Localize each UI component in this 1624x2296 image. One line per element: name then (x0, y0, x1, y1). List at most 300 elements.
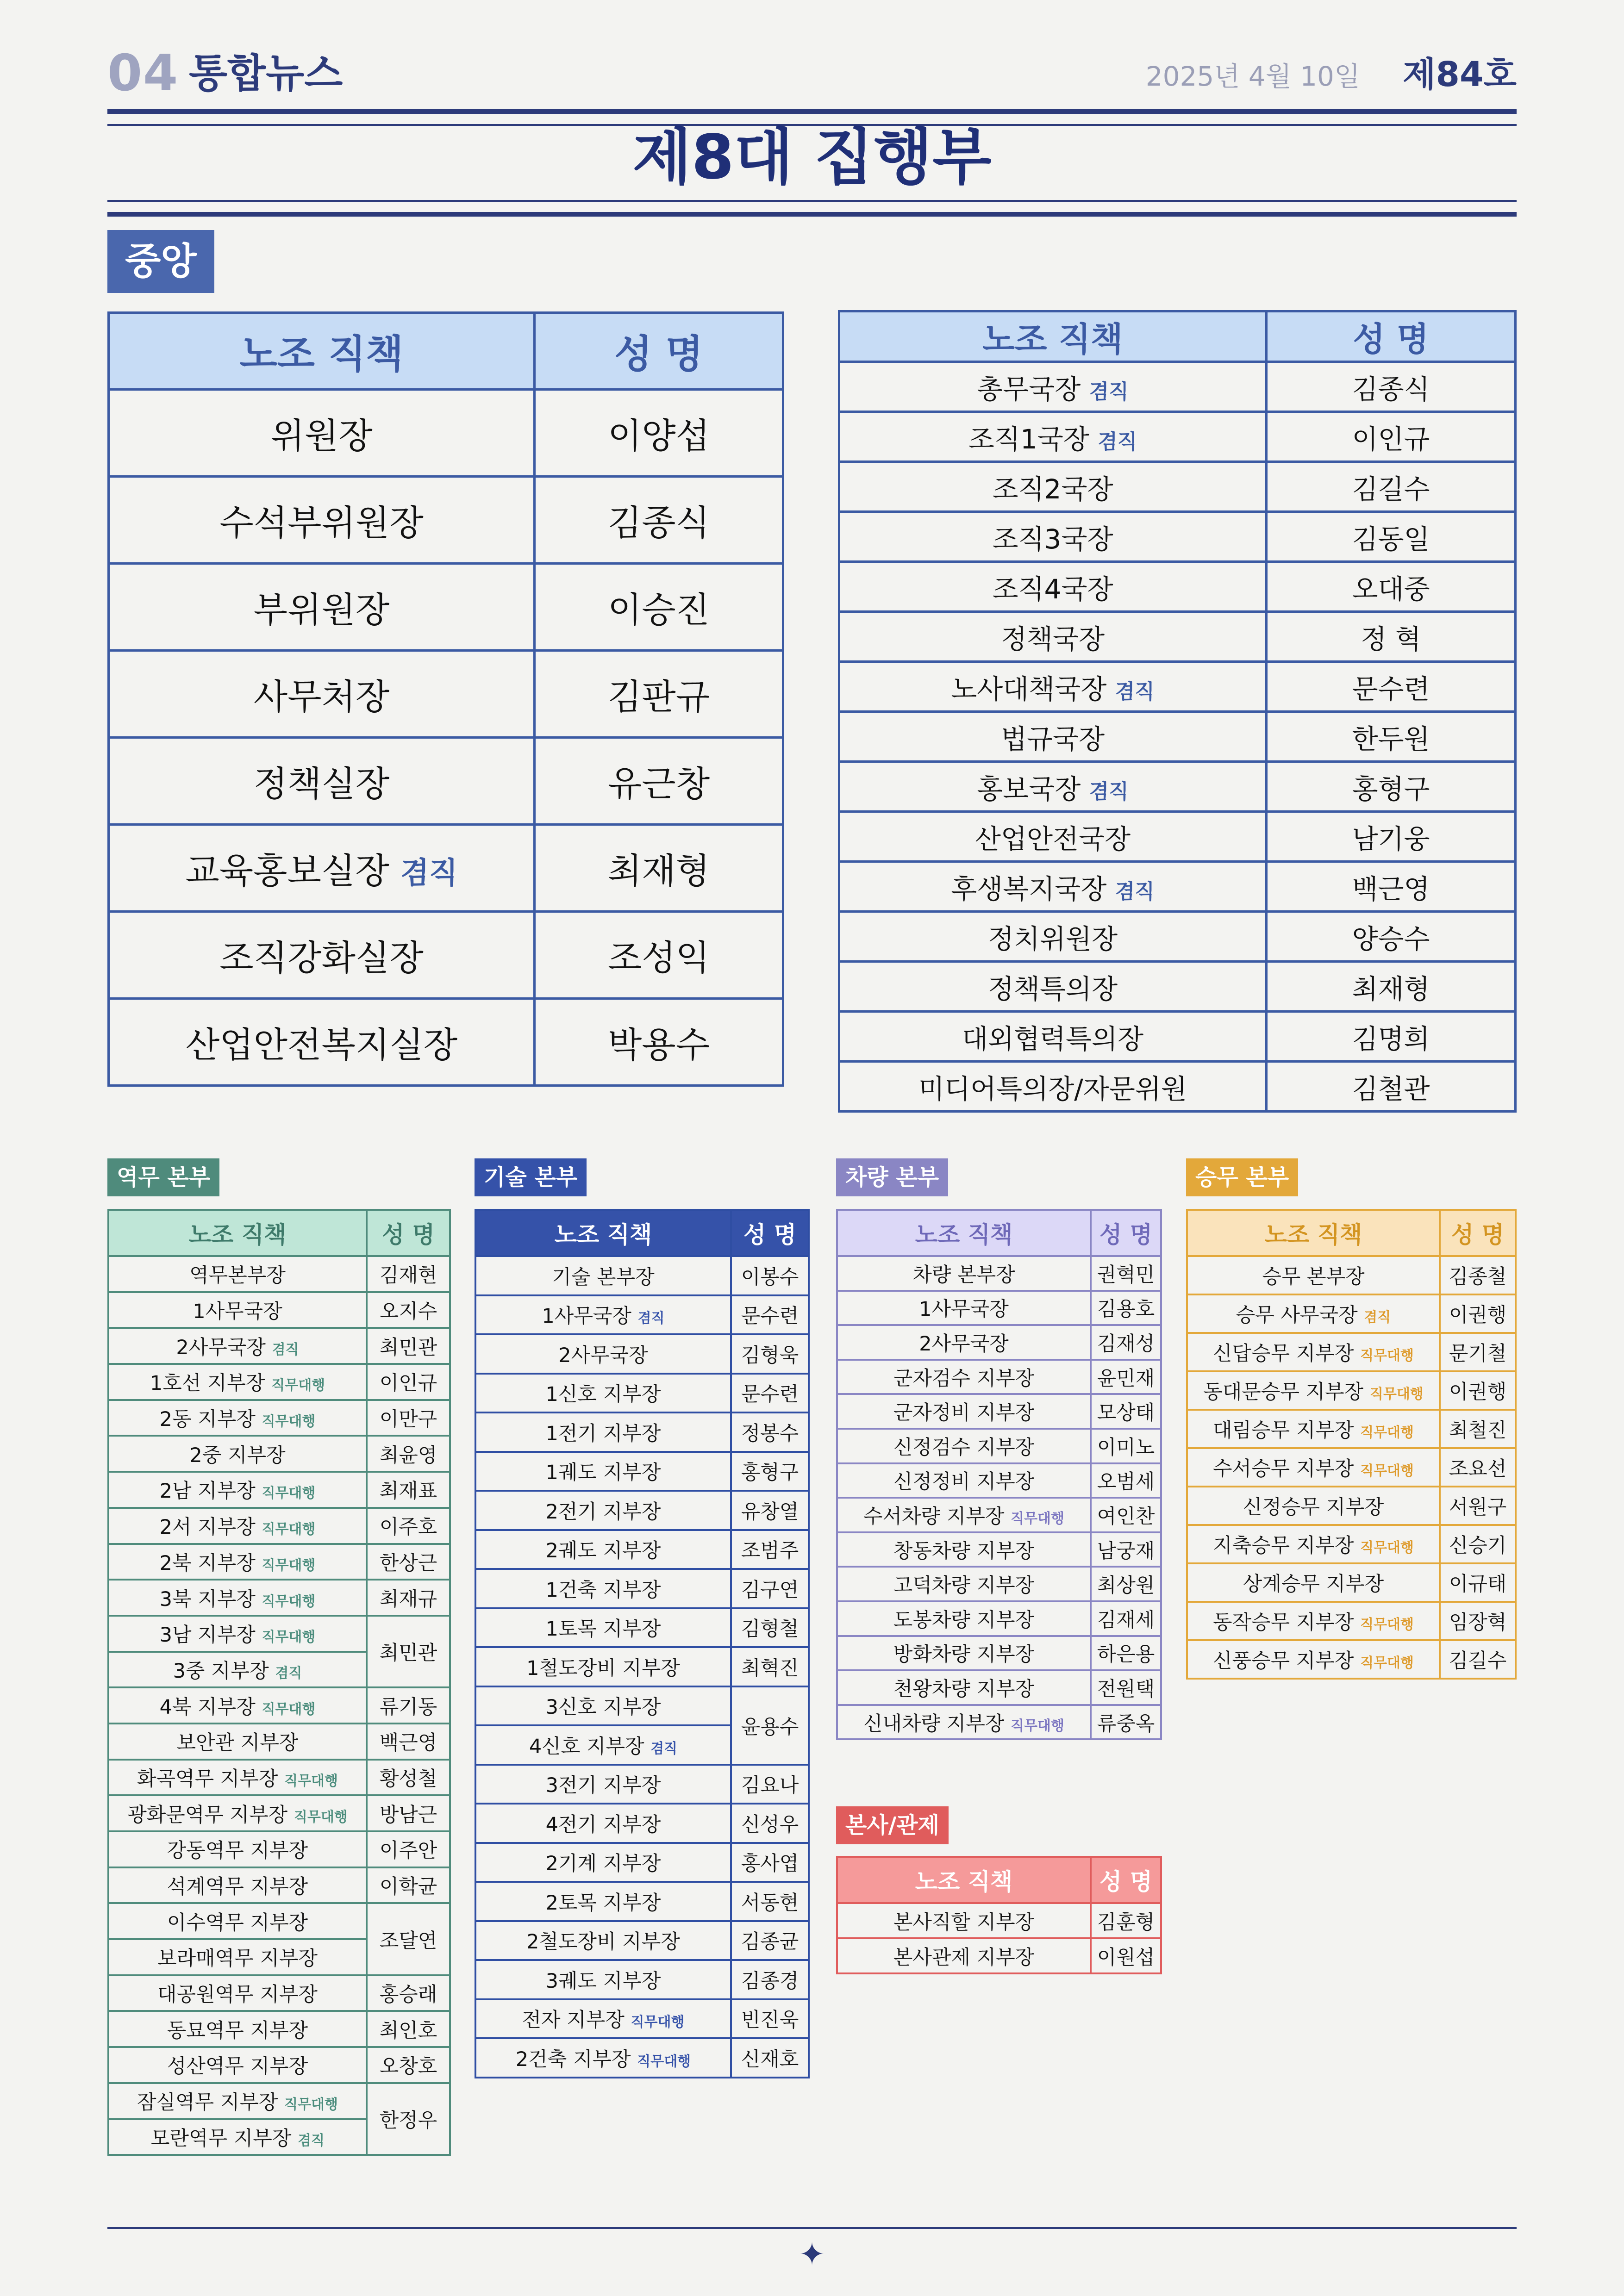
name-cell: 이미노 (1091, 1429, 1161, 1463)
role-cell (475, 1999, 731, 2039)
role-text: 보안관 지부장 (176, 1731, 299, 1755)
role-text: 위원장 (270, 415, 373, 456)
role-cell (837, 1567, 1091, 1601)
vehicle-table (836, 1209, 1162, 1740)
role-cell (839, 862, 1267, 912)
table-row (839, 812, 1516, 862)
table-row (108, 2047, 450, 2083)
name-cell: 김종식 (1267, 362, 1516, 412)
role-cell (475, 1960, 731, 1999)
name-cell: 문수련 (731, 1374, 809, 1413)
role-text: 역무본부장 (189, 1264, 286, 1288)
role-cell (475, 1530, 731, 1569)
role-cell (475, 1295, 731, 1335)
table-row (837, 1498, 1161, 1532)
table-row (839, 562, 1516, 612)
role-note-badge: 직무대행 (262, 1413, 316, 1430)
role-text: 2북 지부장 (159, 1551, 256, 1575)
role-cell (475, 1452, 731, 1491)
name-cell: 하은용 (1091, 1636, 1161, 1671)
name-cell: 방남근 (367, 1795, 450, 1831)
role-note-badge: 직무대행 (1011, 1717, 1065, 1734)
role-text: 대림승무 지부장 (1212, 1419, 1354, 1442)
role-text: 수서차량 지부장 (863, 1505, 1005, 1528)
table-row (839, 512, 1516, 562)
table-row (108, 2011, 450, 2047)
role-text: 고덕차량 지부장 (893, 1574, 1035, 1598)
table-row (1187, 1333, 1516, 1371)
table-row (475, 1256, 809, 1295)
col-header-role: 노조 직책 (108, 1210, 367, 1256)
name-cell: 최재표 (367, 1472, 450, 1508)
role-text: 대공원역무 지부장 (157, 1983, 318, 2007)
name-cell: 홍형구 (1267, 762, 1516, 812)
role-cell (108, 1831, 367, 1867)
table-row (475, 1491, 809, 1530)
table-row (109, 651, 783, 738)
issue-number: 제84호 (1403, 55, 1517, 94)
role-cell (475, 1686, 731, 1726)
role-note-badge: 직무대행 (262, 1521, 316, 1538)
crew-table (1186, 1209, 1517, 1680)
table-row (475, 1921, 809, 1960)
role-cell (108, 1436, 367, 1472)
role-note-badge: 겸직 (1089, 380, 1129, 404)
table-row (109, 912, 783, 999)
role-cell (108, 1652, 367, 1688)
role-cell (839, 662, 1267, 712)
table-row (837, 1463, 1161, 1498)
name-cell: 최상원 (1091, 1567, 1161, 1601)
col-header-role: 노조 직책 (475, 1210, 731, 1256)
table-row (1187, 1487, 1516, 1525)
name-cell: 최철진 (1440, 1410, 1516, 1448)
name-cell: 백근영 (1267, 862, 1516, 912)
table-row (475, 1412, 809, 1452)
central-side-table (838, 310, 1517, 1113)
table-row (1187, 1410, 1516, 1448)
table-row (108, 1400, 450, 1436)
role-text: 4전기 지부장 (545, 1813, 661, 1836)
role-text: 화곡역무 지부장 (137, 1767, 278, 1791)
name-cell: 김재현 (367, 1256, 450, 1292)
role-cell (839, 962, 1267, 1012)
table-row (837, 1903, 1161, 1938)
role-cell (108, 1400, 367, 1436)
role-cell (1187, 1602, 1440, 1640)
name-cell: 이양섭 (535, 390, 783, 477)
role-text: 광화문역무 지부장 (127, 1803, 288, 1827)
role-cell (109, 999, 535, 1086)
role-cell (837, 1601, 1091, 1636)
page-number: 04 (107, 44, 179, 102)
name-cell: 최재형 (1267, 962, 1516, 1012)
name-cell: 홍형구 (731, 1452, 809, 1491)
role-cell (109, 738, 535, 825)
name-cell: 최혁진 (731, 1647, 809, 1686)
name-cell: 이승진 (535, 564, 783, 651)
role-text: 1사무국장 (542, 1305, 631, 1328)
role-cell (108, 1328, 367, 1364)
table-row (108, 1472, 450, 1508)
role-cell (108, 2119, 367, 2155)
role-cell (839, 912, 1267, 962)
role-cell (108, 1903, 367, 1939)
table-row (475, 1999, 809, 2039)
role-cell (839, 362, 1267, 412)
table-row (109, 390, 783, 477)
role-note-badge: 직무대행 (271, 1377, 325, 1394)
role-text: 2철도장비 지부장 (526, 1930, 680, 1954)
role-text: 4신호 지부장 (529, 1735, 644, 1758)
page-title: 제8대 집행부 (632, 122, 992, 193)
role-cell (1187, 1563, 1440, 1602)
name-cell: 신성우 (731, 1804, 809, 1843)
role-text: 총무국장 (977, 373, 1081, 405)
role-note-badge: 직무대행 (284, 1773, 338, 1789)
table-row (1187, 1294, 1516, 1333)
role-text: 2사무국장 (919, 1332, 1009, 1356)
role-cell (839, 512, 1267, 562)
role-text: 신정승무 지부장 (1243, 1496, 1384, 1519)
col-header-role: 노조 직책 (837, 1857, 1091, 1903)
role-note-badge: 직무대행 (1360, 1655, 1414, 1671)
role-cell (108, 1795, 367, 1831)
name-cell: 정봉수 (731, 1412, 809, 1452)
table-row (108, 1508, 450, 1544)
role-text: 산업안전복지실장 (185, 1024, 458, 1065)
role-text: 교육홍보실장 (185, 850, 389, 891)
role-note-badge: 직무대행 (1360, 1617, 1414, 1633)
role-text: 부위원장 (253, 589, 390, 630)
name-cell: 이만구 (367, 1400, 450, 1436)
role-text: 모란역무 지부장 (150, 2127, 292, 2150)
name-cell: 문수련 (731, 1295, 809, 1335)
name-cell: 김용호 (1091, 1291, 1161, 1325)
table-row (109, 477, 783, 564)
role-cell (108, 1472, 367, 1508)
role-text: 승무 사무국장 (1236, 1304, 1358, 1327)
name-cell: 유창열 (731, 1491, 809, 1530)
name-cell: 한정우 (367, 2083, 450, 2155)
name-cell: 빈진욱 (731, 1999, 809, 2039)
name-cell: 최민관 (367, 1328, 450, 1364)
table-row (839, 1012, 1516, 1062)
table-row (839, 662, 1516, 712)
role-text: 승무 본부장 (1262, 1265, 1365, 1288)
name-cell: 이원섭 (1091, 1938, 1161, 1973)
name-cell: 김판규 (535, 651, 783, 738)
table-row (108, 1256, 450, 1292)
role-text: 창동차량 지부장 (893, 1539, 1035, 1563)
name-cell: 남궁재 (1091, 1532, 1161, 1567)
role-cell (109, 825, 535, 912)
role-text: 법규국장 (1000, 723, 1105, 755)
table-row (475, 1608, 809, 1648)
role-cell (475, 1804, 731, 1843)
role-cell (839, 1012, 1267, 1062)
table-row (839, 1062, 1516, 1112)
table-row (475, 1843, 809, 1882)
table-row (1187, 1563, 1516, 1602)
table-row (1187, 1448, 1516, 1487)
role-cell (109, 651, 535, 738)
role-note-badge: 겸직 (1089, 779, 1129, 803)
role-text: 3중 지부장 (173, 1659, 269, 1683)
col-header-name: 성 명 (1440, 1210, 1516, 1256)
col-header-role: 노조 직책 (109, 313, 535, 390)
name-cell: 조달연 (367, 1903, 450, 1975)
role-text: 2사무국장 (558, 1344, 648, 1367)
name-cell: 서동현 (731, 1882, 809, 1921)
table-row (108, 1795, 450, 1831)
role-cell (1187, 1487, 1440, 1525)
title-rule-thin (107, 200, 1517, 202)
role-note-badge: 겸직 (298, 2132, 325, 2149)
table-row (839, 412, 1516, 462)
table-row (109, 825, 783, 912)
name-cell: 홍사엽 (731, 1843, 809, 1882)
table-row (108, 1364, 450, 1400)
role-text: 2궤도 지부장 (545, 1539, 661, 1563)
table-row (475, 1295, 809, 1335)
role-cell (837, 1463, 1091, 1498)
name-cell: 신승기 (1440, 1525, 1516, 1563)
role-cell (1187, 1294, 1440, 1333)
role-text: 강동역무 지부장 (167, 1839, 308, 1863)
name-cell: 김훈형 (1091, 1903, 1161, 1938)
name-cell: 김철관 (1267, 1062, 1516, 1112)
role-note-badge: 겸직 (275, 1665, 302, 1681)
table-row (1187, 1640, 1516, 1679)
name-cell: 최윤영 (367, 1436, 450, 1472)
role-cell (839, 1062, 1267, 1112)
role-cell (837, 1938, 1091, 1973)
name-cell: 여인찬 (1091, 1498, 1161, 1532)
name-cell: 양승수 (1267, 912, 1516, 962)
table-row (475, 1530, 809, 1569)
role-text: 방화차량 지부장 (893, 1643, 1035, 1667)
tech-table (475, 1209, 810, 2078)
table-row (108, 1903, 450, 1939)
table-row (108, 1328, 450, 1364)
table-row (839, 762, 1516, 812)
name-cell: 최재형 (535, 825, 783, 912)
name-cell: 조범주 (731, 1530, 809, 1569)
name-cell: 김요나 (731, 1765, 809, 1804)
table-row (837, 1291, 1161, 1325)
table-row (109, 738, 783, 825)
role-text: 대외협력특의장 (962, 1023, 1144, 1055)
role-note-badge: 직무대행 (1011, 1510, 1065, 1527)
role-text: 동묘역무 지부장 (167, 2019, 308, 2042)
role-cell (475, 1765, 731, 1804)
name-cell: 김동일 (1267, 512, 1516, 562)
role-text: 신정정비 지부장 (893, 1470, 1035, 1494)
table-row (108, 1867, 450, 1904)
role-cell (837, 1903, 1091, 1938)
table-row (837, 1256, 1161, 1291)
role-text: 상계승무 지부장 (1243, 1573, 1384, 1596)
role-cell (839, 812, 1267, 862)
role-text: 1건축 지부장 (545, 1578, 661, 1602)
role-text: 2사무국장 (176, 1336, 266, 1359)
table-row (837, 1325, 1161, 1360)
role-text: 3남 지부장 (159, 1624, 256, 1647)
role-note-badge: 직무대행 (1360, 1463, 1414, 1479)
role-text: 조직강화실장 (219, 937, 424, 978)
role-text: 본사직할 지부장 (893, 1910, 1035, 1934)
name-cell: 김길수 (1267, 462, 1516, 512)
role-cell (837, 1532, 1091, 1567)
role-text: 보라매역무 지부장 (157, 1947, 318, 1971)
name-cell: 오대중 (1267, 562, 1516, 612)
name-cell: 이주호 (367, 1508, 450, 1544)
role-note-badge: 겸직 (637, 1310, 665, 1327)
table-row (475, 1647, 809, 1686)
name-cell: 모상태 (1091, 1394, 1161, 1429)
table-row (837, 1394, 1161, 1429)
name-cell: 류중옥 (1091, 1705, 1161, 1740)
table-row (475, 1334, 809, 1374)
role-text: 1토목 지부장 (545, 1618, 661, 1641)
table-row (1187, 1371, 1516, 1410)
name-cell: 남기웅 (1267, 812, 1516, 862)
role-text: 군자정비 지부장 (893, 1401, 1035, 1425)
role-cell (1187, 1410, 1440, 1448)
role-note-badge: 직무대행 (294, 1809, 348, 1825)
table-row (108, 1616, 450, 1652)
section-name: 통합뉴스 (189, 50, 343, 97)
role-text: 석계역무 지부장 (167, 1875, 308, 1899)
role-note-badge: 겸직 (1115, 879, 1155, 903)
role-cell (475, 1882, 731, 1921)
role-note-badge: 겸직 (272, 1341, 299, 1358)
table-row (839, 362, 1516, 412)
name-cell: 오범세 (1091, 1463, 1161, 1498)
role-cell (475, 1334, 731, 1374)
name-cell: 김길수 (1440, 1640, 1516, 1679)
name-cell: 한두원 (1267, 712, 1516, 762)
table-row (475, 1960, 809, 1999)
role-text: 기술 본부장 (552, 1265, 655, 1289)
role-note-badge: 직무대행 (284, 2097, 338, 2113)
col-header-role: 노조 직책 (837, 1210, 1091, 1256)
name-cell: 이규태 (1440, 1563, 1516, 1602)
table-row (837, 1532, 1161, 1567)
table-row (108, 1544, 450, 1580)
role-text: 1사무국장 (193, 1300, 282, 1324)
role-cell (475, 1608, 731, 1648)
table-row (108, 1975, 450, 2011)
table-row (1187, 1525, 1516, 1563)
name-cell: 오지수 (367, 1292, 450, 1328)
role-note-badge: 겸직 (1098, 429, 1137, 454)
name-cell: 최민관 (367, 1616, 450, 1687)
role-text: 2건축 지부장 (515, 2047, 631, 2071)
table-row (839, 962, 1516, 1012)
name-cell: 홍승래 (367, 1975, 450, 2011)
role-cell (839, 412, 1267, 462)
role-note-badge: 직무대행 (1360, 1540, 1414, 1556)
table-row (475, 2038, 809, 2078)
footer-star-icon: ✦ (799, 2236, 825, 2273)
role-text: 2동 지부장 (159, 1408, 256, 1431)
col-header-name: 성 명 (367, 1210, 450, 1256)
role-cell (1187, 1448, 1440, 1487)
role-text: 신답승무 지부장 (1212, 1342, 1354, 1365)
role-cell (108, 1975, 367, 2011)
role-note-badge: 직무대행 (262, 1557, 316, 1574)
table-row (837, 1636, 1161, 1671)
name-cell: 이권행 (1440, 1294, 1516, 1333)
table-row (475, 1686, 809, 1726)
role-text: 후생복지국장 (951, 873, 1107, 905)
name-cell: 한상근 (367, 1544, 450, 1580)
role-text: 홍보국장 (977, 773, 1081, 805)
role-text: 신풍승무 지부장 (1212, 1649, 1354, 1673)
role-cell (109, 477, 535, 564)
role-note-badge: 직무대행 (1369, 1386, 1424, 1402)
header-rule-top (107, 109, 1517, 114)
name-cell: 김구연 (731, 1569, 809, 1608)
role-note-badge: 겸직 (1364, 1309, 1391, 1325)
table-row (839, 862, 1516, 912)
name-cell: 황성철 (367, 1760, 450, 1796)
table-row (475, 1452, 809, 1491)
name-cell: 이학균 (367, 1867, 450, 1904)
role-text: 산업안전국장 (974, 823, 1131, 855)
table-row (109, 999, 783, 1086)
name-cell: 이봉수 (731, 1256, 809, 1295)
table-row (108, 1292, 450, 1328)
table-row (839, 712, 1516, 762)
role-text: 정책국장 (1000, 623, 1105, 655)
role-cell (108, 1724, 367, 1760)
role-text: 차량 본부장 (912, 1263, 1015, 1287)
col-header-role: 노조 직책 (1187, 1210, 1440, 1256)
role-text: 2서 지부장 (159, 1516, 256, 1539)
role-text: 2남 지부장 (159, 1480, 256, 1503)
role-cell (475, 1921, 731, 1960)
name-cell: 김종철 (1440, 1256, 1516, 1294)
role-cell (108, 1508, 367, 1544)
role-text: 정책실장 (253, 763, 390, 804)
name-cell: 김종식 (535, 477, 783, 564)
role-text: 사무처장 (253, 676, 390, 717)
table-row (108, 1436, 450, 1472)
role-note-badge: 직무대행 (1360, 1425, 1414, 1441)
role-cell (475, 1647, 731, 1686)
role-text: 미디어특의장/자문위원 (918, 1073, 1187, 1105)
name-cell: 이인규 (367, 1364, 450, 1400)
role-cell (108, 1616, 367, 1652)
name-cell: 문수련 (1267, 662, 1516, 712)
name-cell: 김재세 (1091, 1601, 1161, 1636)
role-cell (108, 1544, 367, 1580)
role-text: 1궤도 지부장 (545, 1461, 661, 1485)
table-row (837, 1938, 1161, 1973)
role-cell (108, 2011, 367, 2047)
role-text: 4북 지부장 (159, 1695, 256, 1719)
role-text: 이수역무 지부장 (167, 1911, 308, 1935)
name-cell: 백근영 (367, 1724, 450, 1760)
role-text: 군자검수 지부장 (893, 1367, 1035, 1390)
table-row (837, 1360, 1161, 1394)
name-cell: 이주안 (367, 1831, 450, 1867)
role-text: 신내차량 지부장 (863, 1712, 1005, 1736)
role-cell (1187, 1640, 1440, 1679)
